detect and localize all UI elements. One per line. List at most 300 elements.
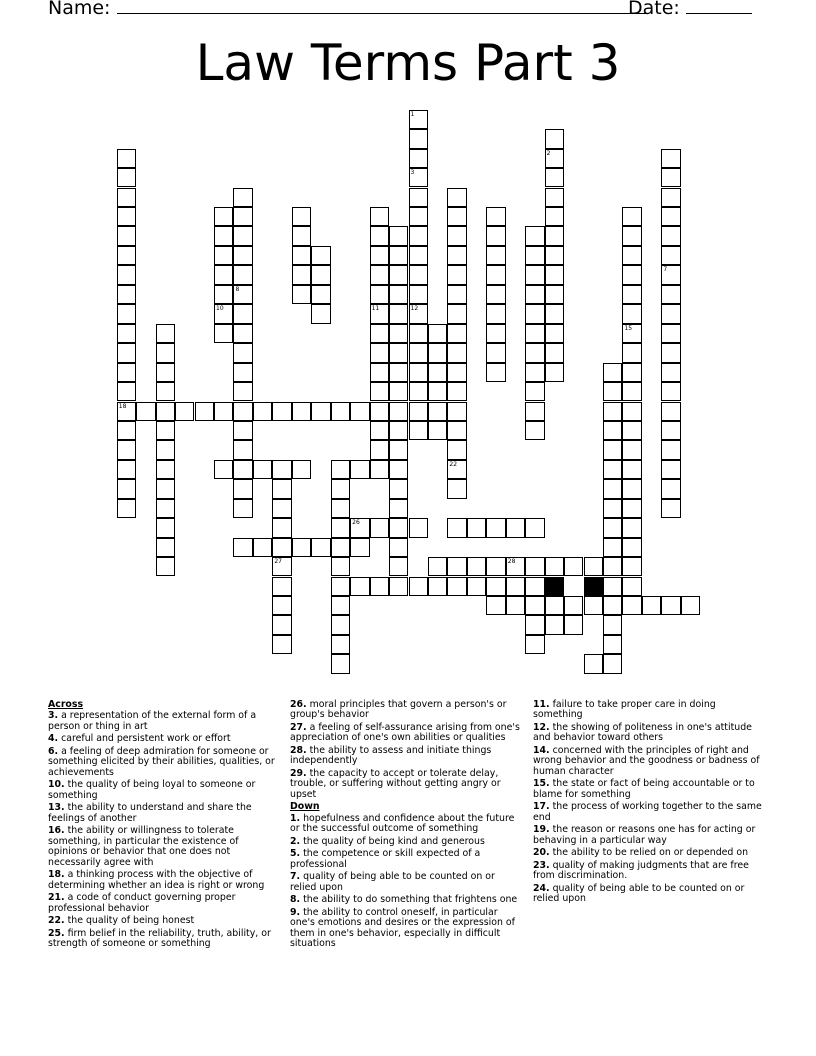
grid-cell[interactable]: [428, 577, 447, 596]
grid-cell[interactable]: [292, 538, 311, 557]
grid-cell[interactable]: [545, 226, 564, 245]
grid-cell[interactable]: [331, 538, 350, 557]
grid-cell[interactable]: [661, 343, 680, 362]
grid-cell[interactable]: [409, 246, 428, 265]
grid-cell[interactable]: [525, 304, 544, 323]
grid-cell[interactable]: [117, 188, 136, 207]
grid-cell[interactable]: [428, 324, 447, 343]
grid-cell[interactable]: [661, 265, 680, 284]
grid-cell[interactable]: [195, 402, 214, 421]
grid-cell[interactable]: [642, 596, 661, 615]
grid-cell[interactable]: [292, 285, 311, 304]
grid-cell[interactable]: [447, 382, 466, 401]
grid-cell[interactable]: [272, 499, 291, 518]
grid-cell[interactable]: [661, 246, 680, 265]
grid-cell[interactable]: [447, 557, 466, 576]
grid-cell[interactable]: [486, 363, 505, 382]
grid-cell[interactable]: [447, 440, 466, 459]
grid-cell[interactable]: [661, 285, 680, 304]
grid-cell[interactable]: [447, 577, 466, 596]
grid-cell[interactable]: [506, 518, 525, 537]
grid-cell[interactable]: [389, 479, 408, 498]
grid-cell[interactable]: [447, 304, 466, 323]
grid-cell[interactable]: [233, 402, 252, 421]
grid-cell[interactable]: [603, 654, 622, 673]
grid-cell[interactable]: [603, 596, 622, 615]
grid-cell[interactable]: [622, 440, 641, 459]
grid-cell[interactable]: [447, 207, 466, 226]
grid-cell[interactable]: [370, 382, 389, 401]
grid-cell[interactable]: [545, 615, 564, 634]
grid-cell[interactable]: [428, 343, 447, 362]
grid-cell[interactable]: [603, 363, 622, 382]
grid-cell[interactable]: [545, 596, 564, 615]
grid-cell[interactable]: [409, 518, 428, 537]
grid-cell[interactable]: [117, 343, 136, 362]
grid-cell[interactable]: [233, 265, 252, 284]
grid-cell[interactable]: [467, 518, 486, 537]
grid-cell[interactable]: [661, 304, 680, 323]
grid-cell[interactable]: [292, 226, 311, 245]
grid-cell[interactable]: [447, 363, 466, 382]
grid-cell[interactable]: [584, 596, 603, 615]
grid-cell[interactable]: [525, 285, 544, 304]
grid-cell[interactable]: [311, 246, 330, 265]
grid-cell[interactable]: [545, 188, 564, 207]
grid-cell[interactable]: [214, 460, 233, 479]
grid-cell[interactable]: [622, 577, 641, 596]
grid-cell[interactable]: [661, 402, 680, 421]
grid-cell[interactable]: [156, 343, 175, 362]
grid-cell[interactable]: [661, 440, 680, 459]
grid-cell[interactable]: [486, 557, 505, 576]
grid-cell[interactable]: [447, 343, 466, 362]
grid-cell[interactable]: [331, 654, 350, 673]
grid-cell[interactable]: [447, 285, 466, 304]
grid-cell[interactable]: [603, 499, 622, 518]
grid-cell[interactable]: [233, 460, 252, 479]
grid-cell[interactable]: [331, 596, 350, 615]
grid-cell[interactable]: [156, 324, 175, 343]
grid-cell[interactable]: [545, 168, 564, 187]
grid-cell[interactable]: [603, 402, 622, 421]
grid-cell[interactable]: [661, 363, 680, 382]
grid-cell[interactable]: [622, 596, 641, 615]
grid-cell[interactable]: [603, 460, 622, 479]
grid-cell[interactable]: [272, 538, 291, 557]
grid-cell[interactable]: [389, 304, 408, 323]
grid-cell[interactable]: [117, 304, 136, 323]
grid-cell[interactable]: [370, 363, 389, 382]
grid-cell[interactable]: [409, 382, 428, 401]
grid-cell[interactable]: [292, 265, 311, 284]
grid-cell[interactable]: [409, 188, 428, 207]
grid-cell[interactable]: [389, 538, 408, 557]
grid-cell[interactable]: [214, 324, 233, 343]
grid-cell[interactable]: [214, 246, 233, 265]
grid-cell[interactable]: [272, 577, 291, 596]
grid-cell[interactable]: [370, 343, 389, 362]
grid-cell[interactable]: [661, 226, 680, 245]
grid-cell[interactable]: [525, 265, 544, 284]
grid-cell[interactable]: [564, 557, 583, 576]
grid-cell[interactable]: [525, 324, 544, 343]
grid-cell[interactable]: [233, 246, 252, 265]
grid-cell[interactable]: [681, 596, 700, 615]
grid-cell[interactable]: [370, 577, 389, 596]
grid-cell[interactable]: [447, 402, 466, 421]
grid-cell[interactable]: [661, 499, 680, 518]
grid-cell[interactable]: [622, 557, 641, 576]
grid-cell[interactable]: [311, 402, 330, 421]
grid-cell[interactable]: [117, 402, 136, 421]
grid-cell[interactable]: [117, 265, 136, 284]
grid-cell[interactable]: [622, 285, 641, 304]
grid-cell[interactable]: [117, 246, 136, 265]
grid-cell[interactable]: [467, 577, 486, 596]
grid-cell[interactable]: [486, 304, 505, 323]
grid-cell[interactable]: [525, 615, 544, 634]
grid-cell[interactable]: [233, 285, 252, 304]
grid-cell[interactable]: [506, 596, 525, 615]
grid-cell[interactable]: [622, 324, 641, 343]
grid-cell[interactable]: [661, 168, 680, 187]
grid-cell[interactable]: [525, 343, 544, 362]
grid-cell[interactable]: [545, 129, 564, 148]
grid-cell[interactable]: [331, 557, 350, 576]
grid-cell[interactable]: [272, 402, 291, 421]
grid-cell[interactable]: [331, 479, 350, 498]
grid-cell[interactable]: [370, 207, 389, 226]
grid-cell[interactable]: [584, 557, 603, 576]
grid-cell[interactable]: [545, 557, 564, 576]
grid-cell[interactable]: [233, 324, 252, 343]
grid-cell[interactable]: [350, 460, 369, 479]
grid-cell[interactable]: [525, 421, 544, 440]
grid-cell[interactable]: [331, 615, 350, 634]
grid-cell[interactable]: [545, 363, 564, 382]
grid-cell[interactable]: [486, 518, 505, 537]
grid-cell[interactable]: [272, 557, 291, 576]
grid-cell[interactable]: [175, 402, 194, 421]
grid-cell[interactable]: [622, 265, 641, 284]
grid-cell[interactable]: [622, 421, 641, 440]
grid-cell[interactable]: [486, 343, 505, 362]
grid-cell[interactable]: [409, 129, 428, 148]
grid-cell[interactable]: [156, 557, 175, 576]
grid-cell[interactable]: [525, 596, 544, 615]
grid-cell[interactable]: [370, 518, 389, 537]
grid-cell[interactable]: [156, 440, 175, 459]
grid-cell[interactable]: [117, 382, 136, 401]
grid-cell[interactable]: [156, 538, 175, 557]
grid-cell[interactable]: [428, 382, 447, 401]
grid-cell[interactable]: [506, 557, 525, 576]
grid-cell[interactable]: [545, 265, 564, 284]
grid-cell[interactable]: [156, 479, 175, 498]
grid-cell[interactable]: [117, 421, 136, 440]
grid-cell[interactable]: [350, 402, 369, 421]
grid-cell[interactable]: [233, 499, 252, 518]
grid-cell[interactable]: [370, 460, 389, 479]
grid-cell[interactable]: [447, 265, 466, 284]
grid-cell[interactable]: [409, 168, 428, 187]
grid-cell[interactable]: [389, 285, 408, 304]
grid-cell[interactable]: [370, 421, 389, 440]
grid-cell[interactable]: [409, 421, 428, 440]
grid-cell[interactable]: [117, 460, 136, 479]
grid-cell[interactable]: [661, 460, 680, 479]
grid-cell[interactable]: [389, 421, 408, 440]
grid-cell[interactable]: [272, 518, 291, 537]
grid-cell[interactable]: [292, 402, 311, 421]
grid-cell[interactable]: [331, 518, 350, 537]
grid-cell[interactable]: [350, 518, 369, 537]
grid-cell[interactable]: [409, 402, 428, 421]
grid-cell[interactable]: [272, 615, 291, 634]
grid-cell[interactable]: [661, 421, 680, 440]
grid-cell[interactable]: [272, 479, 291, 498]
grid-cell[interactable]: [117, 226, 136, 245]
grid-cell[interactable]: [311, 285, 330, 304]
grid-cell[interactable]: [272, 596, 291, 615]
grid-cell[interactable]: [389, 324, 408, 343]
grid-cell[interactable]: [622, 226, 641, 245]
grid-cell[interactable]: [292, 207, 311, 226]
grid-cell[interactable]: [214, 285, 233, 304]
grid-cell[interactable]: [389, 557, 408, 576]
grid-cell[interactable]: [389, 343, 408, 362]
grid-cell[interactable]: [525, 382, 544, 401]
grid-cell[interactable]: [661, 324, 680, 343]
grid-cell[interactable]: [447, 518, 466, 537]
grid-cell[interactable]: [661, 188, 680, 207]
grid-cell[interactable]: [156, 499, 175, 518]
grid-cell[interactable]: [156, 518, 175, 537]
grid-cell[interactable]: [622, 479, 641, 498]
grid-cell[interactable]: [486, 596, 505, 615]
grid-cell[interactable]: [409, 149, 428, 168]
grid-cell[interactable]: [603, 615, 622, 634]
grid-cell[interactable]: [370, 226, 389, 245]
grid-cell[interactable]: [545, 324, 564, 343]
grid-cell[interactable]: [622, 363, 641, 382]
grid-cell[interactable]: [603, 382, 622, 401]
grid-cell[interactable]: [233, 479, 252, 498]
grid-cell[interactable]: [447, 324, 466, 343]
grid-cell[interactable]: [486, 265, 505, 284]
grid-cell[interactable]: [661, 479, 680, 498]
grid-cell[interactable]: [233, 421, 252, 440]
grid-cell[interactable]: [409, 363, 428, 382]
grid-cell[interactable]: [331, 402, 350, 421]
grid-cell[interactable]: [661, 596, 680, 615]
grid-cell[interactable]: [603, 479, 622, 498]
grid-cell[interactable]: [486, 324, 505, 343]
grid-cell[interactable]: [603, 440, 622, 459]
grid-cell[interactable]: [428, 402, 447, 421]
grid-cell[interactable]: [311, 304, 330, 323]
grid-cell[interactable]: [156, 402, 175, 421]
grid-cell[interactable]: [331, 460, 350, 479]
grid-cell[interactable]: [603, 577, 622, 596]
grid-cell[interactable]: [545, 207, 564, 226]
grid-cell[interactable]: [117, 149, 136, 168]
grid-cell[interactable]: [214, 265, 233, 284]
grid-cell[interactable]: [409, 343, 428, 362]
grid-cell[interactable]: [233, 538, 252, 557]
grid-cell[interactable]: [389, 382, 408, 401]
grid-cell[interactable]: [409, 110, 428, 129]
grid-cell[interactable]: [447, 460, 466, 479]
grid-cell[interactable]: [389, 402, 408, 421]
grid-cell[interactable]: [214, 304, 233, 323]
grid-cell[interactable]: [525, 402, 544, 421]
grid-cell[interactable]: [311, 265, 330, 284]
grid-cell[interactable]: [370, 265, 389, 284]
grid-cell[interactable]: [156, 382, 175, 401]
grid-cell[interactable]: [389, 460, 408, 479]
grid-cell[interactable]: [525, 226, 544, 245]
grid-cell[interactable]: [584, 654, 603, 673]
grid-cell[interactable]: [389, 440, 408, 459]
grid-cell[interactable]: [370, 440, 389, 459]
grid-cell[interactable]: [622, 499, 641, 518]
grid-cell[interactable]: [545, 285, 564, 304]
grid-cell[interactable]: [564, 615, 583, 634]
grid-cell[interactable]: [370, 324, 389, 343]
grid-cell[interactable]: [409, 226, 428, 245]
grid-cell[interactable]: [525, 635, 544, 654]
grid-cell[interactable]: [486, 246, 505, 265]
grid-cell[interactable]: [486, 226, 505, 245]
grid-cell[interactable]: [622, 538, 641, 557]
grid-cell[interactable]: [370, 402, 389, 421]
grid-cell[interactable]: [447, 479, 466, 498]
grid-cell[interactable]: [525, 577, 544, 596]
grid-cell[interactable]: [292, 460, 311, 479]
grid-cell[interactable]: [545, 149, 564, 168]
grid-cell[interactable]: [545, 304, 564, 323]
grid-cell[interactable]: [661, 207, 680, 226]
grid-cell[interactable]: [622, 246, 641, 265]
grid-cell[interactable]: [525, 557, 544, 576]
grid-cell[interactable]: [622, 460, 641, 479]
grid-cell[interactable]: [622, 343, 641, 362]
grid-cell[interactable]: [545, 246, 564, 265]
grid-cell[interactable]: [603, 538, 622, 557]
grid-cell[interactable]: [486, 285, 505, 304]
grid-cell[interactable]: [603, 557, 622, 576]
grid-cell[interactable]: [311, 538, 330, 557]
grid-cell[interactable]: [117, 440, 136, 459]
grid-cell[interactable]: [233, 304, 252, 323]
grid-cell[interactable]: [117, 168, 136, 187]
grid-cell[interactable]: [117, 499, 136, 518]
grid-cell[interactable]: [350, 538, 369, 557]
grid-cell[interactable]: [117, 324, 136, 343]
grid-cell[interactable]: [409, 285, 428, 304]
grid-cell[interactable]: [447, 226, 466, 245]
grid-cell[interactable]: [331, 635, 350, 654]
grid-cell[interactable]: [233, 207, 252, 226]
grid-cell[interactable]: [389, 577, 408, 596]
grid-cell[interactable]: [661, 382, 680, 401]
grid-cell[interactable]: [233, 226, 252, 245]
grid-cell[interactable]: [253, 538, 272, 557]
grid-cell[interactable]: [467, 557, 486, 576]
grid-cell[interactable]: [233, 363, 252, 382]
grid-cell[interactable]: [350, 577, 369, 596]
grid-cell[interactable]: [622, 518, 641, 537]
grid-cell[interactable]: [233, 188, 252, 207]
grid-cell[interactable]: [370, 246, 389, 265]
grid-cell[interactable]: [409, 207, 428, 226]
grid-cell[interactable]: [447, 246, 466, 265]
grid-cell[interactable]: [389, 499, 408, 518]
grid-cell[interactable]: [389, 226, 408, 245]
grid-cell[interactable]: [233, 382, 252, 401]
grid-cell[interactable]: [447, 421, 466, 440]
grid-cell[interactable]: [603, 635, 622, 654]
grid-cell[interactable]: [389, 363, 408, 382]
grid-cell[interactable]: [117, 363, 136, 382]
grid-cell[interactable]: [389, 265, 408, 284]
grid-cell[interactable]: [428, 557, 447, 576]
grid-cell[interactable]: [622, 304, 641, 323]
grid-cell[interactable]: [622, 402, 641, 421]
grid-cell[interactable]: [117, 479, 136, 498]
grid-cell[interactable]: [253, 402, 272, 421]
grid-cell[interactable]: [428, 421, 447, 440]
grid-cell[interactable]: [389, 518, 408, 537]
grid-cell[interactable]: [564, 596, 583, 615]
grid-cell[interactable]: [370, 285, 389, 304]
grid-cell[interactable]: [409, 324, 428, 343]
grid-cell[interactable]: [233, 440, 252, 459]
grid-cell[interactable]: [545, 343, 564, 362]
grid-cell[interactable]: [661, 149, 680, 168]
grid-cell[interactable]: [117, 285, 136, 304]
grid-cell[interactable]: [428, 363, 447, 382]
grid-cell[interactable]: [156, 460, 175, 479]
grid-cell[interactable]: [331, 577, 350, 596]
grid-cell[interactable]: [447, 188, 466, 207]
grid-cell[interactable]: [370, 304, 389, 323]
grid-cell[interactable]: [603, 518, 622, 537]
grid-cell[interactable]: [331, 499, 350, 518]
grid-cell[interactable]: [136, 402, 155, 421]
grid-cell[interactable]: [506, 577, 525, 596]
grid-cell[interactable]: [214, 402, 233, 421]
grid-cell[interactable]: [409, 265, 428, 284]
grid-cell[interactable]: [486, 577, 505, 596]
grid-cell[interactable]: [272, 635, 291, 654]
grid-cell[interactable]: [622, 382, 641, 401]
grid-cell[interactable]: [409, 577, 428, 596]
grid-cell[interactable]: [622, 207, 641, 226]
grid-cell[interactable]: [292, 246, 311, 265]
grid-cell[interactable]: [156, 421, 175, 440]
grid-cell[interactable]: [214, 226, 233, 245]
grid-cell[interactable]: [117, 207, 136, 226]
grid-cell[interactable]: [233, 343, 252, 362]
grid-cell[interactable]: [409, 304, 428, 323]
grid-cell[interactable]: [525, 363, 544, 382]
grid-cell[interactable]: [214, 207, 233, 226]
grid-cell[interactable]: [525, 246, 544, 265]
grid-cell[interactable]: [253, 460, 272, 479]
